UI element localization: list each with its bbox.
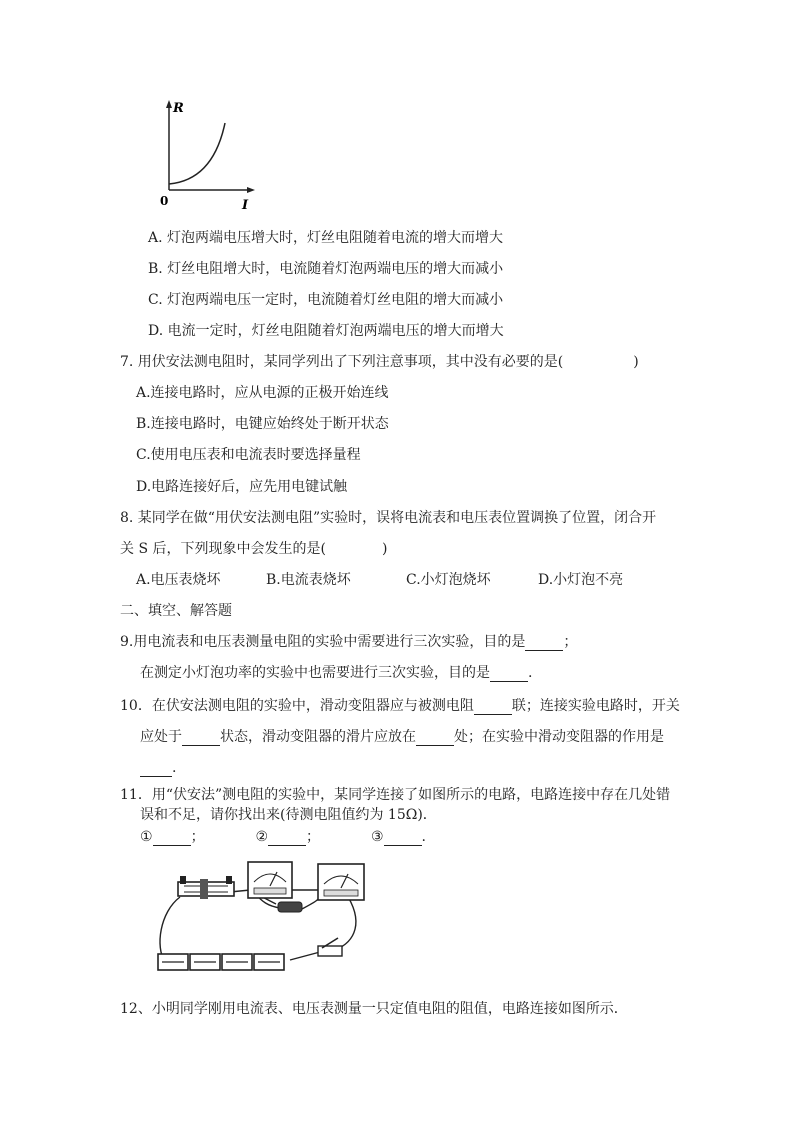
q9-line2-end: . (528, 665, 533, 681)
q11-blank-2[interactable] (268, 831, 306, 846)
q10-line1-text: 10．在伏安法测电阻的实验中，滑动变阻器应与被测电阻 (120, 698, 474, 714)
x-axis-label: I (242, 198, 249, 213)
x-axis-arrow (247, 187, 255, 193)
q10-line2 (140, 728, 664, 746)
y-axis-label: R (173, 101, 184, 116)
resistance-curve (169, 123, 225, 184)
q6-option-b: B. 灯丝电阻增大时，电流随着灯泡两端电压的增大而减小 (148, 261, 504, 277)
q9-line2 (140, 664, 532, 682)
switch (318, 938, 342, 956)
q6-option-a: A. 灯泡两端电压增大时，灯丝电阻随着电流的增大而增大 (148, 230, 504, 246)
q9-line1 (120, 633, 577, 651)
q8-option-b: B.电流表烧坏 (266, 572, 351, 588)
q10-line2-a: 应处于 (140, 729, 182, 745)
q9-line1-end: ； (563, 634, 578, 650)
q11-sep-2: ； (306, 829, 321, 845)
origin-label: 0 (160, 194, 169, 208)
q10-line2-c: 处；在实验中滑动变阻器的作用是 (454, 729, 664, 745)
q7-option-b: B.连接电路时，电键应始终处于断开状态 (136, 416, 389, 432)
q8-option-d: D.小灯泡不亮 (538, 572, 624, 588)
resistor (278, 902, 302, 912)
q11-blank2-label: ② (255, 829, 269, 845)
q11-line1: 11．用“伏安法”测电阻的实验中，某同学连接了如图所示的电路，电路连接中存在几处错 (120, 787, 671, 803)
q11-blank3-label: ③ (370, 829, 384, 845)
q11-line2: 误和不足，请你找出来(待测电阻值约为 15Ω)． (140, 807, 437, 823)
q7-option-a: A.连接电路时，应从电源的正极开始连线 (136, 385, 389, 401)
q8-stem-line1: 8. 某同学在做“用伏安法测电阻”实验时，误将电流表和电压表位置调换了位置，闭合开 (120, 510, 657, 526)
q10-line1 (120, 697, 680, 715)
q10-blank-4[interactable] (140, 762, 172, 777)
q11-blank-3[interactable] (384, 831, 422, 846)
q11-sep-1: ； (190, 829, 205, 845)
q7-stem: 7. 用伏安法测电阻时，某同学列出了下列注意事项，其中没有必要的是( ) (120, 354, 639, 370)
voltmeter (318, 864, 364, 900)
q8-option-c: C.小灯泡烧坏 (406, 572, 491, 588)
q11-end: . (421, 829, 426, 845)
q8-stem-line2: 关 S 后，下列现象中会发生的是( ) (120, 541, 388, 557)
q8-option-a: A.电压表烧坏 (136, 572, 221, 588)
ammeter (248, 862, 292, 898)
q10-line2-b: 状态，滑动变阻器的滑片应放在 (220, 729, 416, 745)
resistance-current-graph (155, 98, 265, 214)
circuit-diagram (150, 852, 390, 977)
q10-blank-1[interactable] (474, 700, 512, 715)
q6-option-c: C. 灯泡两端电压一定时，电流随着灯丝电阻的增大而减小 (148, 292, 504, 308)
q12-stem: 12、小明同学刚用电流表、电压表测量一只定值电阻的阻值，电路连接如图所示． (120, 1001, 628, 1017)
q10-blank-3[interactable] (416, 731, 454, 746)
wire-switch-battery (290, 952, 320, 960)
q11-blank1-label: ① (140, 829, 153, 845)
q10-blank-2[interactable] (182, 731, 220, 746)
q9-blank-2[interactable] (490, 667, 528, 682)
q9-blank-1[interactable] (525, 636, 563, 651)
q9-line1-text: 9.用电流表和电压表测量电阻的实验中需要进行三次实验，目的是 (120, 634, 526, 650)
wire-loop (160, 897, 180, 962)
q10-line3 (140, 759, 176, 777)
q7-option-c: C.使用电压表和电流表时要选择量程 (136, 447, 361, 463)
q10-line3-end: . (172, 760, 177, 776)
q11-blank-1[interactable] (153, 831, 191, 846)
rheostat (178, 876, 234, 899)
q7-option-d: D.电路连接好后，应先用电键试触 (136, 479, 348, 495)
y-axis-arrow (166, 100, 172, 108)
section-heading: 二、填空、解答题 (120, 603, 232, 619)
q10-line1-rest: 联；连接实验电路时，开关 (511, 698, 680, 714)
q11-blanks (140, 828, 426, 846)
q6-option-d: D. 电流一定时，灯丝电阻随着灯泡两端电压的增大而增大 (148, 323, 504, 339)
q9-line2-text: 在测定小灯泡功率的实验中也需要进行三次实验，目的是 (140, 665, 490, 681)
